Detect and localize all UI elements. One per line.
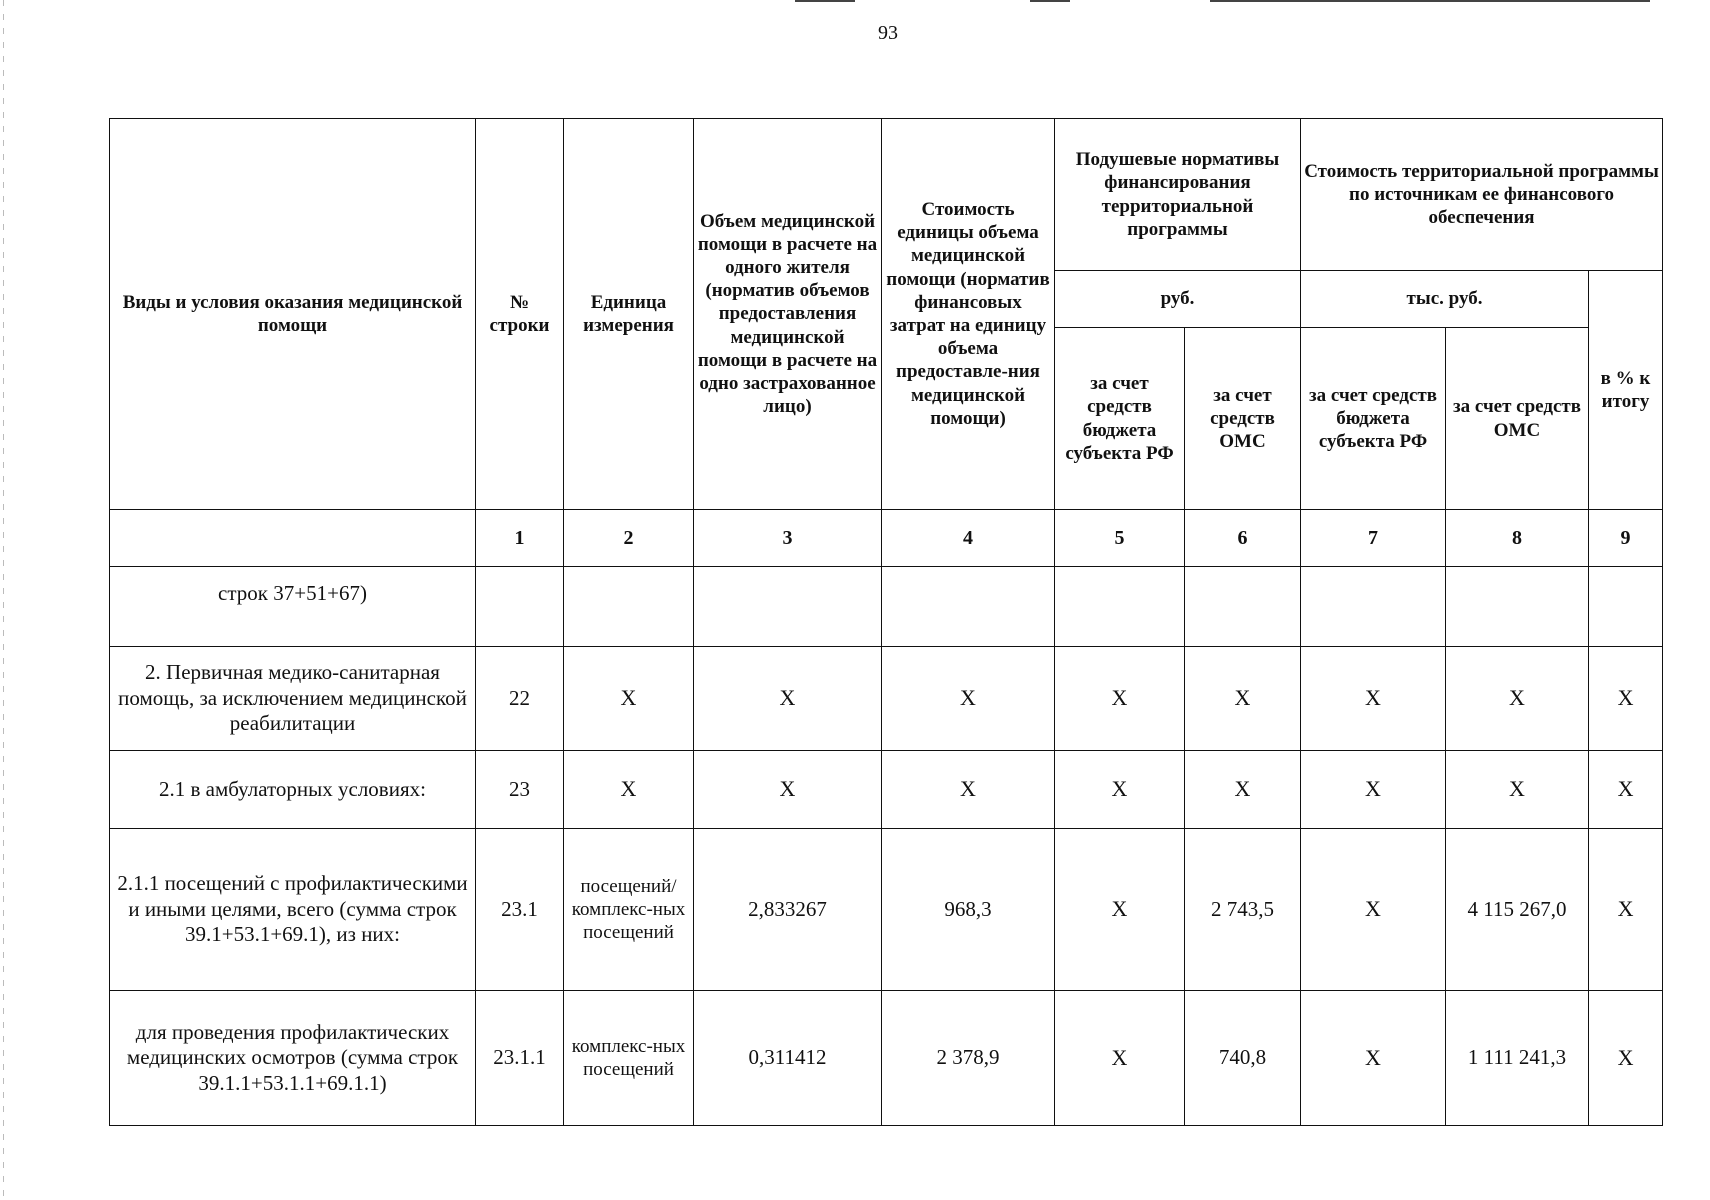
row-tp-oms: 4 115 267,0 bbox=[1446, 829, 1589, 991]
table-row bbox=[110, 647, 1663, 751]
row-cost bbox=[882, 567, 1055, 647]
row-cost: X bbox=[882, 647, 1055, 751]
row-tp-budget: X bbox=[1301, 829, 1446, 991]
column-number: 3 bbox=[694, 510, 882, 567]
row-no: 23.1 bbox=[476, 829, 564, 991]
row-unit: комплекс-ных посещений bbox=[564, 991, 694, 1126]
row-tp-budget: X bbox=[1301, 991, 1446, 1126]
column-number: 8 bbox=[1446, 510, 1589, 567]
row-volume: X bbox=[694, 647, 882, 751]
header-volume: Объем медицинской помощи в расчете на одного жителя (норматив объемов предоставления медицинской помощи в расчете на одно застрахованное лицо) bbox=[694, 119, 882, 510]
row-no: 23 bbox=[476, 751, 564, 829]
table-row bbox=[110, 829, 1663, 991]
table-row bbox=[110, 751, 1663, 829]
header-unit: Единица измерения bbox=[564, 119, 694, 510]
row-volume: 0,311412 bbox=[694, 991, 882, 1126]
header-percent: в % к итогу bbox=[1589, 271, 1663, 510]
row-unit bbox=[564, 567, 694, 647]
financing-table bbox=[109, 118, 1663, 1126]
column-number: 2 bbox=[564, 510, 694, 567]
row-cost: X bbox=[882, 751, 1055, 829]
row-volume bbox=[694, 567, 882, 647]
header-type: Виды и условия оказания медицинской помощи bbox=[110, 119, 476, 510]
row-pct: X bbox=[1589, 991, 1663, 1126]
row-no bbox=[476, 567, 564, 647]
row-pc-oms: 2 743,5 bbox=[1185, 829, 1301, 991]
row-tp-oms: 1 111 241,3 bbox=[1446, 991, 1589, 1126]
row-pc-oms: X bbox=[1185, 751, 1301, 829]
row-pc-budget: X bbox=[1055, 991, 1185, 1126]
row-no: 22 bbox=[476, 647, 564, 751]
row-pc-oms bbox=[1185, 567, 1301, 647]
row-tp-budget: X bbox=[1301, 647, 1446, 751]
column-number bbox=[110, 510, 476, 567]
row-name: для проведения профилактических медицинских осмотров (сумма строк 39.1.1+53.1.1+69.1.1) bbox=[110, 991, 476, 1126]
row-pc-budget: X bbox=[1055, 647, 1185, 751]
row-pct: X bbox=[1589, 829, 1663, 991]
row-cost: 2 378,9 bbox=[882, 991, 1055, 1126]
column-number: 1 bbox=[476, 510, 564, 567]
header-thous-rub: тыс. руб. bbox=[1301, 271, 1589, 328]
row-name: 2. Первичная медико-санитарная помощь, за исключением медицинской реабилитации bbox=[110, 647, 476, 751]
scan-top-lines bbox=[795, 0, 1655, 2]
row-pc-budget bbox=[1055, 567, 1185, 647]
header-program-cost: Стоимость территориальной программы по источникам ее финансового обеспечения bbox=[1301, 119, 1663, 271]
row-pct bbox=[1589, 567, 1663, 647]
header-pc-budget: за счет средств бюджета субъекта РФ bbox=[1055, 328, 1185, 510]
row-cost: 968,3 bbox=[882, 829, 1055, 991]
column-number: 4 bbox=[882, 510, 1055, 567]
header-tp-oms: за счет средств ОМС bbox=[1446, 328, 1589, 510]
header-per-capita: Подушевые нормативы финансирования территориальной программы bbox=[1055, 119, 1301, 271]
row-tp-oms: X bbox=[1446, 647, 1589, 751]
row-name: строк 37+51+67) bbox=[110, 567, 476, 647]
table-row bbox=[110, 991, 1663, 1126]
column-number: 9 bbox=[1589, 510, 1663, 567]
row-pc-oms: 740,8 bbox=[1185, 991, 1301, 1126]
header-pc-oms: за счет средств ОМС bbox=[1185, 328, 1301, 510]
row-volume: X bbox=[694, 751, 882, 829]
column-number-row bbox=[110, 510, 1663, 567]
row-tp-budget: X bbox=[1301, 751, 1446, 829]
column-number: 6 bbox=[1185, 510, 1301, 567]
row-pct: X bbox=[1589, 751, 1663, 829]
row-name: 2.1.1 посещений с профилактическими и иными целями, всего (сумма строк 39.1+53.1+69.1), из них: bbox=[110, 829, 476, 991]
row-tp-oms bbox=[1446, 567, 1589, 647]
row-unit: посещений/ комплекс-ных посещений bbox=[564, 829, 694, 991]
page-number: 93 bbox=[878, 22, 898, 44]
row-pc-oms: X bbox=[1185, 647, 1301, 751]
row-no: 23.1.1 bbox=[476, 991, 564, 1126]
row-pc-budget: X bbox=[1055, 751, 1185, 829]
scan-left-edge bbox=[3, 0, 4, 1200]
header-row-1 bbox=[110, 119, 1663, 271]
header-tp-budget: за счет средств бюджета субъекта РФ bbox=[1301, 328, 1446, 510]
row-unit: X bbox=[564, 751, 694, 829]
header-row-no: № строки bbox=[476, 119, 564, 510]
row-volume: 2,833267 bbox=[694, 829, 882, 991]
row-tp-oms: X bbox=[1446, 751, 1589, 829]
row-pc-budget: X bbox=[1055, 829, 1185, 991]
row-unit: X bbox=[564, 647, 694, 751]
column-number: 5 bbox=[1055, 510, 1185, 567]
header-cost: Стоимость единицы объема медицинской помощи (норматив финансовых затрат на единицу объема предоставле-ния медицинской помощи) bbox=[882, 119, 1055, 510]
row-pct: X bbox=[1589, 647, 1663, 751]
column-number: 7 bbox=[1301, 510, 1446, 567]
row-tp-budget bbox=[1301, 567, 1446, 647]
table-row bbox=[110, 567, 1663, 647]
row-name: 2.1 в амбулаторных условиях: bbox=[110, 751, 476, 829]
header-rub: руб. bbox=[1055, 271, 1301, 328]
